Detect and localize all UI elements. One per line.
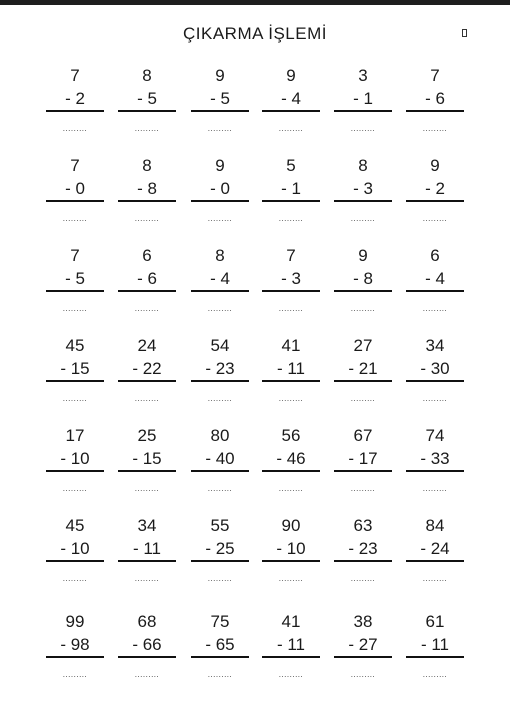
- subtrahend: - 11: [420, 635, 450, 654]
- subtraction-line: [334, 470, 392, 472]
- subtrahend: - 6: [137, 269, 157, 288]
- subtraction-problem: [334, 426, 404, 506]
- minuend: 3: [358, 66, 368, 85]
- subtraction-problem: [118, 516, 188, 596]
- minuend: 68: [137, 612, 157, 631]
- answer-blank[interactable]: .........: [134, 394, 160, 403]
- subtrahend: - 3: [353, 179, 373, 198]
- subtraction-line: [262, 200, 320, 202]
- subtraction-line: [262, 470, 320, 472]
- subtraction-problem: [406, 66, 476, 146]
- subtraction-problem: [406, 156, 476, 236]
- subtrahend: - 10: [276, 539, 306, 558]
- minuend: 7: [70, 66, 80, 85]
- answer-blank[interactable]: .........: [62, 304, 88, 313]
- answer-blank[interactable]: .........: [350, 394, 376, 403]
- subtrahend: - 4: [210, 269, 230, 288]
- answer-blank[interactable]: .........: [134, 304, 160, 313]
- subtraction-line: [406, 470, 464, 472]
- subtraction-line: [46, 380, 104, 382]
- subtraction-line: [406, 290, 464, 292]
- subtraction-problem: [118, 66, 188, 146]
- subtraction-line: [118, 560, 176, 562]
- subtraction-line: [46, 290, 104, 292]
- subtraction-line: [46, 110, 104, 112]
- answer-blank[interactable]: .........: [350, 304, 376, 313]
- subtrahend: - 33: [420, 449, 450, 468]
- subtraction-problem: [262, 336, 332, 416]
- subtraction-line: [191, 560, 249, 562]
- minuend: 6: [142, 246, 152, 265]
- subtraction-line: [191, 110, 249, 112]
- answer-blank[interactable]: .........: [422, 124, 448, 133]
- answer-blank[interactable]: .........: [278, 574, 304, 583]
- minuend: 8: [142, 156, 152, 175]
- subtraction-problem: [46, 246, 116, 326]
- answer-blank[interactable]: .........: [134, 574, 160, 583]
- answer-blank[interactable]: .........: [62, 394, 88, 403]
- subtrahend: - 40: [205, 449, 235, 468]
- minuend: 24: [137, 336, 157, 355]
- subtraction-line: [334, 656, 392, 658]
- subtraction-line: [191, 470, 249, 472]
- minuend: 75: [210, 612, 230, 631]
- subtrahend: - 4: [425, 269, 445, 288]
- subtrahend: - 15: [60, 359, 90, 378]
- answer-blank[interactable]: .........: [350, 214, 376, 223]
- answer-blank[interactable]: .........: [278, 670, 304, 679]
- answer-blank[interactable]: .........: [350, 124, 376, 133]
- answer-blank[interactable]: .........: [350, 670, 376, 679]
- subtrahend: - 24: [420, 539, 450, 558]
- minuend: 84: [425, 516, 445, 535]
- minuend: 17: [65, 426, 85, 445]
- subtraction-line: [46, 200, 104, 202]
- answer-blank[interactable]: .........: [134, 124, 160, 133]
- subtraction-problem: [262, 246, 332, 326]
- subtrahend: - 22: [132, 359, 162, 378]
- subtrahend: - 1: [353, 89, 373, 108]
- subtraction-line: [118, 470, 176, 472]
- subtraction-line: [118, 200, 176, 202]
- subtraction-problem: [262, 66, 332, 146]
- subtraction-problem: [46, 516, 116, 596]
- subtraction-line: [406, 380, 464, 382]
- subtrahend: - 0: [65, 179, 85, 198]
- subtrahend: - 2: [65, 89, 85, 108]
- answer-blank[interactable]: .........: [278, 214, 304, 223]
- answer-blank[interactable]: .........: [134, 484, 160, 493]
- answer-blank[interactable]: .........: [207, 574, 233, 583]
- subtraction-problem: [334, 516, 404, 596]
- subtraction-problem: [191, 156, 261, 236]
- subtrahend: - 11: [132, 539, 162, 558]
- minuend: 25: [137, 426, 157, 445]
- subtraction-problem: [406, 612, 476, 692]
- subtraction-line: [334, 290, 392, 292]
- subtraction-line: [262, 290, 320, 292]
- answer-blank[interactable]: .........: [134, 214, 160, 223]
- minuend: 27: [353, 336, 373, 355]
- subtraction-problem: [334, 246, 404, 326]
- answer-blank[interactable]: .........: [278, 394, 304, 403]
- minuend: 55: [210, 516, 230, 535]
- answer-blank[interactable]: .........: [422, 394, 448, 403]
- subtraction-problem: [46, 612, 116, 692]
- subtraction-line: [334, 200, 392, 202]
- subtrahend: - 17: [348, 449, 378, 468]
- subtrahend: - 30: [420, 359, 450, 378]
- subtrahend: - 5: [65, 269, 85, 288]
- minuend: 9: [215, 156, 225, 175]
- subtraction-line: [406, 560, 464, 562]
- minuend: 9: [215, 66, 225, 85]
- minuend: 7: [70, 246, 80, 265]
- answer-blank[interactable]: .........: [350, 574, 376, 583]
- subtrahend: - 8: [353, 269, 373, 288]
- minuend: 74: [425, 426, 445, 445]
- subtraction-problem: [46, 336, 116, 416]
- answer-blank[interactable]: .........: [350, 484, 376, 493]
- subtraction-problem: [334, 336, 404, 416]
- minuend: 41: [281, 336, 301, 355]
- subtraction-problem: [46, 66, 116, 146]
- minuend: 8: [142, 66, 152, 85]
- minuend: 8: [215, 246, 225, 265]
- subtraction-line: [118, 110, 176, 112]
- subtraction-problem: [191, 66, 261, 146]
- answer-blank[interactable]: .........: [207, 124, 233, 133]
- page-title: ÇIKARMA İŞLEMİ: [183, 24, 327, 43]
- answer-blank[interactable]: .........: [62, 574, 88, 583]
- subtraction-problem: [406, 426, 476, 506]
- subtrahend: - 15: [132, 449, 162, 468]
- subtraction-problem: [191, 516, 261, 596]
- subtraction-line: [191, 380, 249, 382]
- subtraction-problem: [191, 336, 261, 416]
- minuend: 41: [281, 612, 301, 631]
- subtraction-problem: [406, 246, 476, 326]
- answer-blank[interactable]: .........: [422, 304, 448, 313]
- subtraction-line: [262, 560, 320, 562]
- minuend: 38: [353, 612, 373, 631]
- answer-blank[interactable]: .........: [207, 394, 233, 403]
- minuend: 8: [358, 156, 368, 175]
- subtraction-line: [46, 560, 104, 562]
- subtraction-line: [46, 470, 104, 472]
- minuend: 45: [65, 516, 85, 535]
- subtrahend: - 27: [348, 635, 378, 654]
- subtrahend: - 6: [425, 89, 445, 108]
- subtrahend: - 8: [137, 179, 157, 198]
- minuend: 54: [210, 336, 230, 355]
- subtraction-line: [262, 656, 320, 658]
- minuend: 5: [286, 156, 296, 175]
- minuend: 6: [430, 246, 440, 265]
- subtraction-problem: [406, 336, 476, 416]
- minuend: 80: [210, 426, 230, 445]
- answer-blank[interactable]: .........: [422, 484, 448, 493]
- subtraction-problem: [191, 612, 261, 692]
- subtraction-problem: [191, 426, 261, 506]
- subtraction-line: [46, 656, 104, 658]
- minuend: 7: [430, 66, 440, 85]
- minuend: 9: [286, 66, 296, 85]
- subtraction-problem: [334, 612, 404, 692]
- answer-blank[interactable]: .........: [278, 304, 304, 313]
- subtraction-line: [406, 110, 464, 112]
- minuend: 56: [281, 426, 301, 445]
- answer-blank[interactable]: .........: [422, 574, 448, 583]
- subtrahend: - 65: [205, 635, 235, 654]
- subtraction-line: [262, 380, 320, 382]
- subtrahend: - 11: [276, 359, 306, 378]
- answer-blank[interactable]: .........: [422, 214, 448, 223]
- subtraction-line: [334, 380, 392, 382]
- subtraction-line: [334, 560, 392, 562]
- minuend: 34: [425, 336, 445, 355]
- answer-blank[interactable]: .........: [278, 124, 304, 133]
- subtraction-line: [262, 110, 320, 112]
- subtrahend: - 11: [276, 635, 306, 654]
- subtraction-line: [406, 656, 464, 658]
- subtraction-problem: [262, 516, 332, 596]
- subtraction-line: [191, 656, 249, 658]
- subtraction-problem: [334, 156, 404, 236]
- minuend: 67: [353, 426, 373, 445]
- subtraction-problem: [46, 426, 116, 506]
- subtrahend: - 98: [60, 635, 90, 654]
- subtraction-problem: [262, 156, 332, 236]
- subtraction-problem: [118, 426, 188, 506]
- answer-blank[interactable]: .........: [62, 214, 88, 223]
- subtraction-problem: [262, 426, 332, 506]
- subtraction-problem: [334, 66, 404, 146]
- subtraction-problem: [118, 246, 188, 326]
- answer-blank[interactable]: .........: [278, 484, 304, 493]
- minuend: 34: [137, 516, 157, 535]
- answer-blank[interactable]: .........: [62, 124, 88, 133]
- minuend: 9: [358, 246, 368, 265]
- answer-blank[interactable]: .........: [62, 484, 88, 493]
- answer-blank[interactable]: .........: [62, 670, 88, 679]
- minuend: 9: [430, 156, 440, 175]
- subtraction-problem: [262, 612, 332, 692]
- minuend: 90: [281, 516, 301, 535]
- answer-blank[interactable]: .........: [207, 304, 233, 313]
- subtrahend: - 10: [60, 449, 90, 468]
- minuend: 7: [70, 156, 80, 175]
- minuend: 61: [425, 612, 445, 631]
- minuend: 7: [286, 246, 296, 265]
- subtrahend: - 21: [348, 359, 378, 378]
- subtraction-problem: [406, 516, 476, 596]
- subtrahend: - 23: [348, 539, 378, 558]
- subtrahend: - 3: [281, 269, 301, 288]
- subtraction-problem: [118, 336, 188, 416]
- subtraction-problem: [118, 156, 188, 236]
- subtrahend: - 5: [210, 89, 230, 108]
- minuend: 45: [65, 336, 85, 355]
- answer-blank[interactable]: .........: [207, 670, 233, 679]
- subtraction-line: [118, 290, 176, 292]
- minuend: 63: [353, 516, 373, 535]
- subtrahend: - 4: [281, 89, 301, 108]
- subtrahend: - 23: [205, 359, 235, 378]
- subtraction-line: [334, 110, 392, 112]
- subtrahend: - 66: [132, 635, 162, 654]
- subtraction-problem: [191, 246, 261, 326]
- answer-blank[interactable]: .........: [134, 670, 160, 679]
- subtraction-line: [118, 380, 176, 382]
- subtrahend: - 5: [137, 89, 157, 108]
- subtraction-line: [191, 200, 249, 202]
- subtraction-line: [191, 290, 249, 292]
- subtrahend: - 46: [276, 449, 306, 468]
- subtrahend: - 10: [60, 539, 90, 558]
- subtraction-problem: [46, 156, 116, 236]
- subtraction-line: [406, 200, 464, 202]
- minuend: 99: [65, 612, 85, 631]
- subtrahend: - 0: [210, 179, 230, 198]
- subtrahend: - 1: [281, 179, 301, 198]
- subtrahend: - 2: [425, 179, 445, 198]
- answer-blank[interactable]: .........: [422, 670, 448, 679]
- subtrahend: - 25: [205, 539, 235, 558]
- subtraction-line: [118, 656, 176, 658]
- answer-blank[interactable]: .........: [207, 484, 233, 493]
- subtraction-problem: [118, 612, 188, 692]
- answer-blank[interactable]: .........: [207, 214, 233, 223]
